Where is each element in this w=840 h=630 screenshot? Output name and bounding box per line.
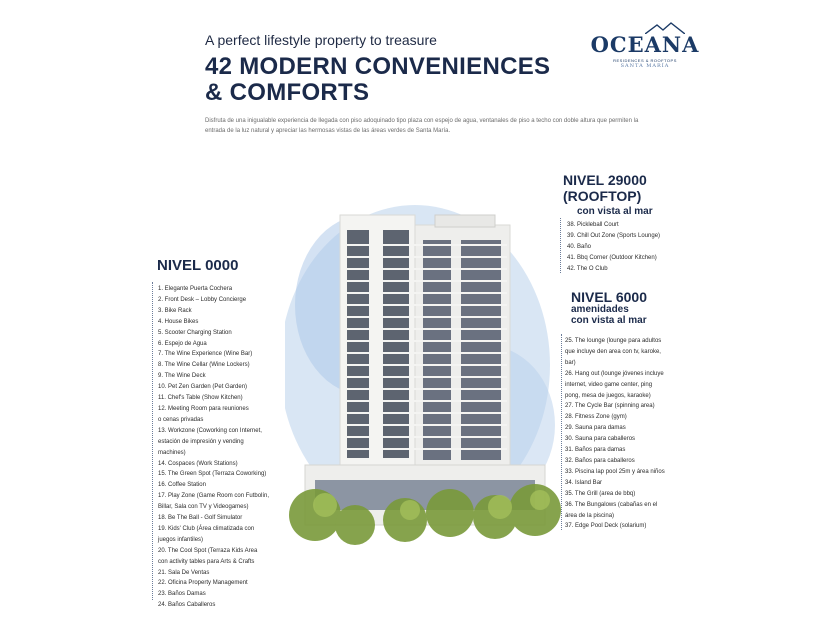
tower-right-windows <box>423 240 501 460</box>
list-item: 31. Baños para damas <box>565 447 626 454</box>
list-item: 25. The lounge (lounge para adultos <box>565 338 662 344</box>
list-item: 26. Hang out (lounge jóvenes incluye <box>565 370 664 377</box>
page-title <box>205 54 550 106</box>
nivel-6000-title-text: NIVEL 6000 <box>571 289 648 305</box>
list-item: 7. The Wine Experience (Wine Bar) <box>158 351 253 358</box>
nivel-29000-rule <box>560 218 561 273</box>
list-item: 30. Sauna para caballeros <box>565 436 636 443</box>
nivel-0000-rule <box>152 282 153 600</box>
list-item: que incluye den area con tv, karoke, <box>565 348 661 355</box>
list-item: 14. Cospaces (Work Stations) <box>158 460 238 467</box>
list-item: 33. Piscina lap pool 25m y área niños <box>565 468 665 475</box>
rooftop <box>435 215 495 227</box>
nivel-29000-list <box>567 220 660 275</box>
list-item: 13. Workzone (Coworking con Internet, <box>158 427 262 434</box>
list-item: 5. Scooter Charging Station <box>158 329 232 336</box>
list-item: 29. Sauna para damas <box>565 425 626 432</box>
oceana-logo <box>590 22 700 67</box>
list-item: machines) <box>158 449 186 456</box>
list-item: 8. The Wine Cellar (Wine Lockers) <box>158 362 250 369</box>
list-item: 11. Chef's Table (Show Kitchen) <box>158 395 243 402</box>
list-item: 17. Play Zone (Game Room con Futbolín, <box>158 493 270 500</box>
list-item: área de la piscina) <box>565 512 615 519</box>
list-item: 12. Meeting Room para reuniones <box>158 405 249 412</box>
list-item: 4. House Bikes <box>158 318 199 325</box>
list-item: con activity tables para Arts & Crafts <box>158 558 255 565</box>
list-item: 9. The Wine Deck <box>158 373 206 380</box>
nivel-29000-title <box>563 172 653 220</box>
list-item: 20. The Cool Spot (Terraza Kids Area <box>158 547 258 554</box>
nivel-29000-subtitle: con vista al mar <box>577 206 653 217</box>
list-item: 22. Oficina Property Management <box>158 580 248 587</box>
list-item: pong, mesa de juegos, karaoke) <box>565 392 651 399</box>
list-item: 36. The Bungalows (cabañas en el <box>565 501 658 508</box>
list-item: 2. Front Desk – Lobby Concierge <box>158 296 247 303</box>
nivel-29000-title-line-2: (ROOFTOP) <box>563 188 642 204</box>
list-item: 41. Bbq Corner (Outdoor Kitchen) <box>567 254 657 261</box>
list-item: bar) <box>565 359 576 366</box>
list-item: 23. Baños Damas <box>158 591 206 598</box>
nivel-0000-title: NIVEL 0000 <box>157 257 239 274</box>
nivel-6000-subtitle-line-1: amenidades <box>571 304 629 315</box>
list-item: 6. Espejo de Agua <box>158 340 207 347</box>
list-item: 10. Pet Zen Garden (Pet Garden) <box>158 384 248 391</box>
list-item: 16. Coffee Station <box>158 482 206 489</box>
list-item: 3. Bike Rack <box>158 307 192 314</box>
list-item: 39. Chill Out Zone (Sports Lounge) <box>567 232 661 239</box>
page-title-line-1: 42 MODERN CONVENIENCES <box>205 53 551 80</box>
list-item: 28. Fitness Zone (gym) <box>565 414 627 421</box>
list-item: 34. Island Bar <box>565 479 603 486</box>
list-item: 35. The Grill (area de bbq) <box>565 490 636 497</box>
list-item: 40. Baño <box>567 243 592 250</box>
list-item: 42. The O Club <box>567 265 608 272</box>
list-item: 37. Edge Pool Deck (solarium) <box>565 523 647 530</box>
building-illustration <box>285 195 565 555</box>
logo-name: OCEANA <box>590 32 700 57</box>
list-item: 19. Kids' Club (Área climatizada con <box>158 525 255 532</box>
list-item: juegos infantiles) <box>158 536 204 543</box>
list-item: 32. Baños para caballeros <box>565 457 635 464</box>
list-item: estación de impresión y vending <box>158 438 244 445</box>
nivel-6000-title <box>571 290 647 326</box>
list-item: 15. The Green Spot (Terraza Coworking) <box>158 471 267 478</box>
nivel-6000-rule <box>561 334 562 530</box>
list-item: Billar, Sala con TV y Videogames) <box>158 504 249 511</box>
tagline: A perfect lifestyle property to treasure <box>205 32 437 48</box>
list-item: 18. Be The Ball - Golf Simulator <box>158 515 243 522</box>
intro-paragraph: Disfruta de una inigualable experiencia de llegada con piso adoquinado tipo plaza con espejo de agua, ventanales de piso a techo con doble altura que permiten la entrada de la luz natural y apreciar las hermosas vistas de las áreas verdes de Santa María. <box>205 118 639 134</box>
nivel-29000-title-line-1: NIVEL 29000 <box>563 172 647 188</box>
list-item: 24. Baños Caballeros <box>158 602 216 609</box>
list-item: 38. Pickleball Court <box>567 222 619 228</box>
logo-subtitle: RESIDENCES & ROOFTOPS <box>613 58 677 63</box>
logo-location: SANTA MARÍA <box>620 63 670 69</box>
list-item: o cenas privadas <box>158 416 204 423</box>
page-title-line-2: & COMFORTS <box>205 79 370 106</box>
list-item: 1. Elegante Puerta Cochera <box>158 286 233 292</box>
nivel-6000-subtitle-line-2: con vista al mar <box>571 315 647 326</box>
list-item: internet, video game center, ping <box>565 381 653 388</box>
nivel-0000-list <box>158 284 269 611</box>
list-item: 27. The Cycle Bar (spinning area) <box>565 403 655 410</box>
nivel-6000-list <box>565 336 665 532</box>
list-item: 21. Sala De Ventas <box>158 569 210 576</box>
